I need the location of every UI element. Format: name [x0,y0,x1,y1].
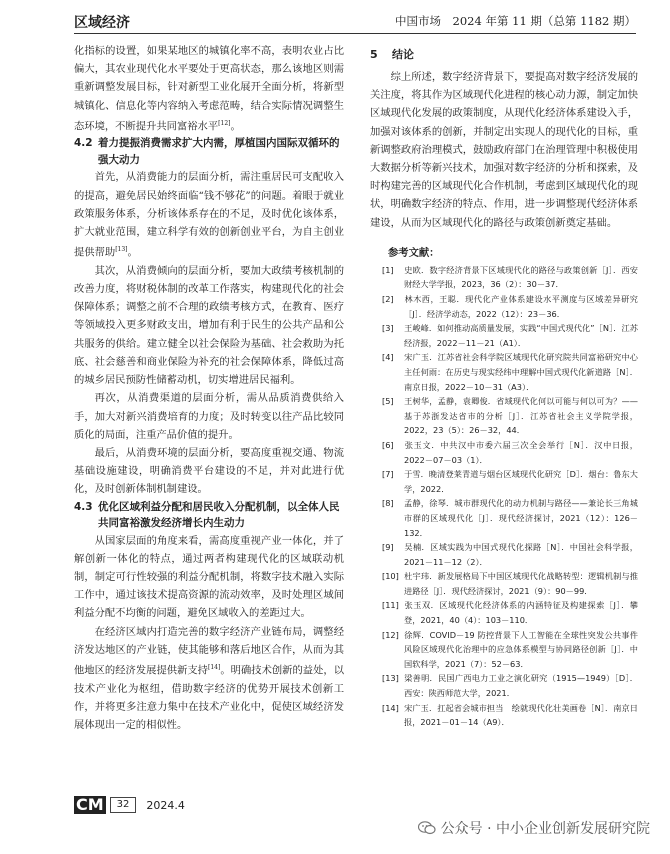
reference-item [370,496,638,540]
section-number: 4.3 [74,500,93,513]
paragraph-text: 化指标的设置，如果某地区的城镇化率不高，表明农业占比偏大，其农业现代化水平要处于更高状态，那么该地区则需重新调整发展目标，针对新型工业化展开全面分析，将新型城镇化、信息化等内容纳入考虑范畴，结合实际情况调整生态环境，不断提升共同富裕水平 [74,45,344,133]
section-heading-4-2 [74,135,344,168]
reference-item [370,569,638,598]
wechat-icon [418,821,436,835]
reference-number: [2] [382,294,394,305]
reference-item [370,394,638,438]
running-header-journal: 中国市场 2024 年第 11 期（总第 1182 期） [395,14,636,28]
paragraph: 再次，从消费渠道的层面分析，需从品质消费供给入手，加大对新兴消费培育的力度；及时转变以往产品比较同质化的局面，注重产品价值的提升。 [74,392,344,441]
reference-item [370,701,638,730]
citation: [13] [115,246,128,254]
reference-text: 王树华，孟静，袁卿俊．省域现代化何以可能与何以可为？——基于苏浙发达省市的分析［J］．江苏省社会主义学院学报，2022，23（5）：26－32，44． [404,396,638,436]
section-heading-4-3 [74,499,344,532]
reference-number: [10] [382,571,399,582]
reference-item [370,292,638,321]
section-title: 着力提振消费需求扩大内需，厚植国内国际双循环的强大动力 [98,137,340,166]
watermark-text: 公众号 · 中小企业创新发展研究院 [440,821,650,837]
reference-text: 杜宇玮．新发展格局下中国区域现代化战略转型：逻辑机制与推进路径［J］．现代经济探讨，2021（9）：90－99． [404,571,638,596]
reference-number: [6] [382,439,394,450]
page-footer [74,796,185,814]
paragraph: 从国家层面的角度来看，需高度重视产业一体化，并了解创新一体化的特点，通过两者构建现代化的区域联动机制，制定可行性较强的利益分配机制，将数字技术融入实际工作中，通过该技术提高资源的流动效率，及时处理区域间利益分配不均衡的问题，避免区域收入的差距过大。 [74,534,344,620]
paragraph: 化指标的设置，如果某地区的城镇化率不高，表明农业占比偏大，其农业现代化水平要处于更高状态，那么该地区则需重新调整发展目标，针对新型工业化展开全面分析，将新型城镇化、信息化等内容纳入考虑范畴，结合实际情况调整生态环境，不断提升共同富裕水平[12]。 [74,45,344,133]
reference-number: [9] [382,542,394,553]
section-number: 4.2 [74,137,93,150]
reference-text: 张玉文．中共汉中市委六届三次全会举行［N］．汉中日报，2022－07－03（1）． [404,439,638,465]
reference-text: 林木西，王聪．现代化产业体系建设水平测度与区域差异研究［J］．经济学动态，2022（12）：23－36． [404,294,638,319]
paragraph-text: 首先，从消费能力的层面分析，需注重居民可支配收入的提高，避免居民始终面临“钱不够花”的问题。着眼于就业政策服务体系，分析该体系存在的不足，及时优化该体系，扩大就业范围，建立科学有效的创新创业平台，为自主创业提供帮助 [74,171,344,259]
citation: [12] [218,119,231,127]
reference-item [370,671,638,700]
reference-number: [4] [382,352,394,363]
citation: [14] [208,663,221,671]
reference-item [370,540,638,569]
reference-text: 宋广玉．江苏省社会科学院区域现代化研究院共同富裕研究中心主任何雨：在历史与现实经纬中理解中国式现代化新道路［N］．南京日报，2022－10－31（A3）． [404,352,638,392]
paragraph [74,623,344,735]
running-header-section: 区域经济 [74,15,130,31]
reference-number: [7] [382,469,394,480]
section-heading-conclusion [370,46,638,62]
reference-number: [12] [382,629,399,640]
reference-text: 徐辉．COVID－19 防控背景下人工智能在全球性突发公共事件风险区域现代化治理中的应急体系模型与协同路径创新［J］．中国软科学，2021（7）：52－63． [404,629,638,669]
reference-item [370,598,638,627]
reference-item [370,263,638,292]
section-number: 5 [370,48,378,61]
reference-text: 于雪．晚清登莱青道与烟台区域现代化研究［D］．烟台：鲁东大学，2022． [404,469,638,494]
reference-item [370,321,638,350]
reference-number: [11] [382,600,399,611]
reference-text: 王峻峰．如何推动高质量发展，实践“中国式现代化”［N］．江苏经济报，2022－11－21（A1）． [404,323,638,348]
page-number: 32 [110,797,137,813]
reference-number: [8] [382,498,394,509]
reference-number: [13] [382,673,399,684]
reference-number: [1] [382,264,394,275]
paragraph-text: 。明确技术创新的益处，以技术产业化为枢纽，借助数字经济的优势开展技术创新工作，并将更多注意力集中在技术产业化中，促使区域经济发展体现出一定的相似性。 [74,664,345,731]
paragraph: 首先，从消费能力的层面分析，需注重居民可支配收入的提高，避免居民始终面临“钱不够花”的问题。着眼于就业政策服务体系，分析该体系存在的不足，及时优化该体系，扩大就业范围，建立科学有效的创新创业平台，为自主创业提供帮助[13]。 [74,171,344,259]
reference-number: [14] [382,702,399,713]
reference-item [370,350,638,394]
references-heading: 参考文献： [388,246,440,259]
right-column [370,42,638,730]
watermark [418,818,650,838]
reference-text: 孟静，徐琴．城市群现代化的动力机制与路径——兼论长三角城市群的区域现代化［J］．现代经济探讨，2021（12）：126－132． [404,498,638,538]
reference-list [370,263,638,730]
reference-text: 史欧．数字经济背景下区域现代化的路径与政策创新［J］．西安财经大学学报，2023，36（2）：30－37． [404,264,638,290]
left-column [74,42,344,734]
reference-item [370,438,638,467]
section-title: 优化区域利益分配和居民收入分配机制，以全体人民共同富裕激发经济增长内生动力 [98,500,340,530]
reference-item [370,628,638,672]
header-rule [74,33,636,34]
reference-text: 张玉双．区域现代化经济体系的内涵特征及构建探索［J］．攀登，2021，40（4）：103－110． [404,600,638,626]
reference-text: 梁善明．民国广西电力工业之演化研究（1915—1949）［D］．西安：陕西师范大学，2021． [404,673,638,699]
paragraph-text: 在经济区域内打造完善的数字经济产业链布局，调整经济发达地区的产业链，使其能够和落后地区合作，从而为其他地区的经济发展提供新支持 [74,625,344,677]
journal-logo: CM [76,795,104,814]
reference-number: [5] [382,396,394,407]
paragraph: 最后，从消费环境的层面分析，要高度重视交通、物流基础设施建设，明确消费平台建设的不足，并对此进行优化，及时创新体制机制建设。 [74,446,344,496]
reference-text: 吴楠．区域实践为中国式现代化探路［N］．中国社会科学报，2021－11－12（2）． [404,542,638,567]
paragraph: 其次，从消费倾向的层面分析，要加大政绩考核机制的改善力度，将财税体制的改革工作落实，构建现代化的社会保障体系；调整之前不合理的政绩考核方式，在教育、医疗等领域投入更多财政支出，增加有利于民生的公共产品和公共服务的供给。建立健全以社会保险为基础、社会救助为托底、社会慈善和商业保险为补充的社会保障体系，降低过高的城乡居民预防性储蓄动机，切实增进居民福利。 [74,264,344,387]
section-title: 结论 [392,48,414,61]
issue-date: 2024.4 [146,798,185,812]
paragraph: 综上所述，数字经济背景下，要提高对数字经济发展的关注度，将其作为区域现代化进程的核心动力源，制定加快区域现代化发展的政策制度，从现代化经济体系建设入手，加强对该体系的创新，并制定出实现人的现代化的目标，重新调整政府治理模式，鼓励政府部门在治理管理中积极使用大数据分析等新兴技术，加强对数字经济的分析和探索，及时构建完善的区域现代化合作机制，考虑到区域现代化的现状，明确数字经济的特点、作用，进一步调整现代经济体系建设，从而为区域现代化的路径与政策创新奠定基础。 [370,71,638,229]
reference-text: 宋广玉．扛起省会城市担当 绘就现代化壮美画卷［N］．南京日报，2021－01－14（A9）． [404,702,638,728]
reference-item [370,467,638,496]
reference-number: [3] [382,323,394,334]
